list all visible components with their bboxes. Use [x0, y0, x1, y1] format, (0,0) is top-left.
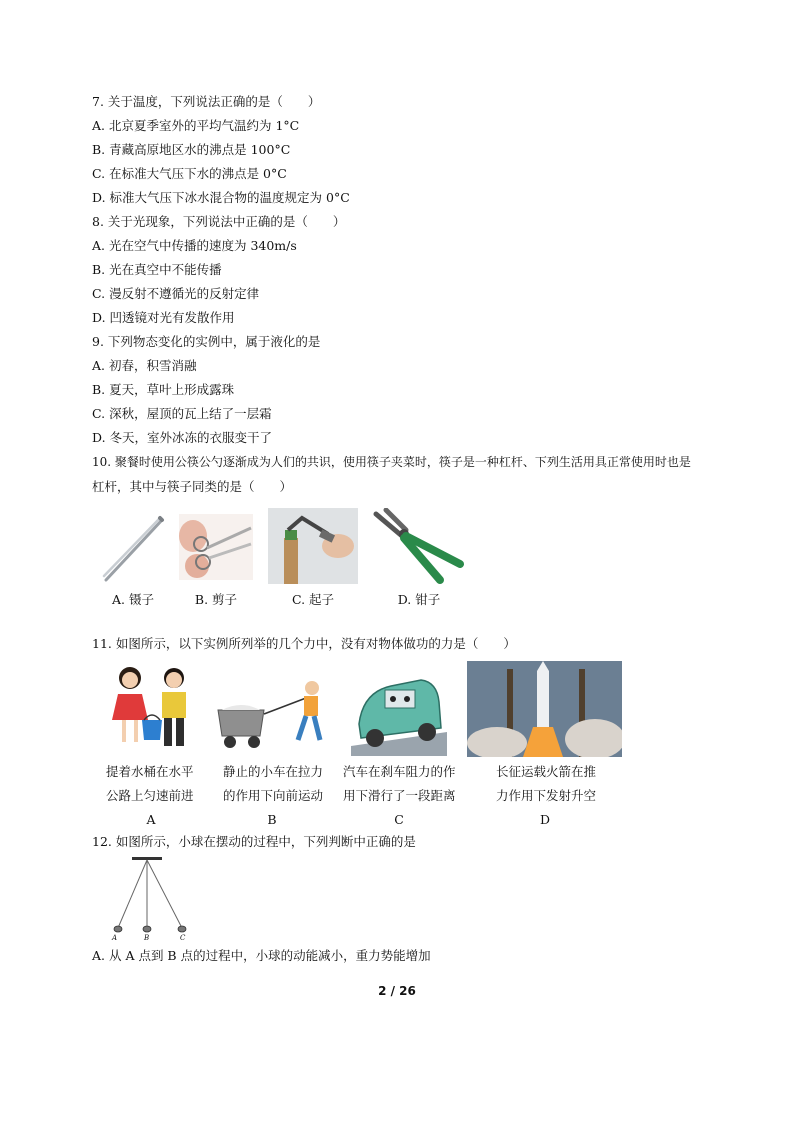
q10-stem-line1: 10. 聚餐时使用公筷公勺逐渐成为人们的共识，使用筷子夹菜时，筷子是一种杠杆、下列生活用具正常使用时也是: [92, 455, 691, 469]
pendulum-label-b: B: [144, 934, 150, 942]
q11-caption-b-letter: B: [267, 812, 277, 827]
q9-stem: 9. 下列物态变化的实例中，属于液化的是: [92, 334, 321, 349]
q8-option-d: D. 凹透镜对光有发散作用: [92, 310, 235, 325]
q7-option-c: C. 在标准大气压下水的沸点是 0°C: [92, 166, 287, 181]
q11-caption-d-letter: D: [539, 812, 551, 827]
q9-option-b: B. 夏天，草叶上形成露珠: [92, 382, 235, 397]
q11-caption-c-line2: 用下滑行了一段距离: [343, 788, 456, 803]
q11-caption-b-line1: 静止的小车在拉力: [223, 764, 324, 779]
q7-option-a: A. 北京夏季室外的平均气温约为 1°C: [92, 118, 300, 133]
q8-option-a: A. 光在空气中传播的速度为 340m/s: [92, 238, 297, 253]
q10-caption-a: A. 镊子: [112, 592, 154, 607]
q8-stem: 8. 关于光现象，下列说法中正确的是（ ）: [92, 214, 346, 229]
q9-option-a: A. 初春，积雪消融: [92, 358, 197, 373]
q7-stem: 7. 关于温度，下列说法正确的是（ ）: [92, 94, 321, 109]
q10-stem-line2: 杠杆，其中与筷子同类的是（ ）: [92, 479, 293, 494]
q8-option-b: B. 光在真空中不能传播: [92, 262, 222, 277]
q11-caption-c-letter: C: [394, 812, 404, 827]
q7-option-d: D. 标准大气压下冰水混合物的温度规定为 0°C: [92, 190, 350, 205]
q11-caption-d-line2: 力作用下发射升空: [496, 788, 597, 803]
q12-stem: 12. 如图所示，小球在摆动的过程中，下列判断中正确的是: [92, 834, 416, 849]
tweezers-image: [98, 514, 168, 586]
scissors-image: [179, 514, 253, 580]
braking-car-image: [351, 668, 447, 756]
q9-option-d: D. 冬天，室外冰冻的衣服变干了: [92, 430, 273, 445]
page-number: 2 / 26: [378, 984, 416, 998]
q11-caption-a-line2: 公路上匀速前进: [106, 788, 194, 803]
bottle-opener-image: [268, 508, 358, 584]
q11-caption-a-letter: A: [146, 812, 156, 827]
kids-bucket-image: [100, 664, 200, 754]
pliers-image: [372, 508, 466, 584]
q11-caption-d-line1: 长征运载火箭在推: [496, 764, 597, 779]
q11-caption-c-line1: 汽车在刹车阻力的作: [343, 764, 456, 779]
q7-option-b: B. 青藏高原地区水的沸点是 100°C: [92, 142, 291, 157]
q10-caption-d: D. 钳子: [397, 592, 441, 607]
q12-option-a: A. 从 A 点到 B 点的过程中，小球的动能减小，重力势能增加: [92, 948, 431, 963]
cart-pull-image: [214, 680, 330, 752]
q10-caption-c: C. 起子: [291, 592, 335, 607]
pendulum-label-a: A: [112, 934, 118, 942]
rocket-launch-image: [467, 661, 622, 757]
pendulum-diagram: [110, 854, 194, 944]
q11-caption-b-line2: 的作用下向前运动: [223, 788, 324, 803]
q10-caption-b: B. 剪子: [194, 592, 238, 607]
pendulum-label-c: C: [180, 934, 186, 942]
q11-stem: 11. 如图所示，以下实例所列举的几个力中，没有对物体做功的力是（ ）: [92, 636, 516, 651]
q9-option-c: C. 深秋，屋顶的瓦上结了一层霜: [92, 406, 272, 421]
q8-option-c: C. 漫反射不遵循光的反射定律: [92, 286, 260, 301]
q11-caption-a-line1: 提着水桶在水平: [106, 764, 194, 779]
